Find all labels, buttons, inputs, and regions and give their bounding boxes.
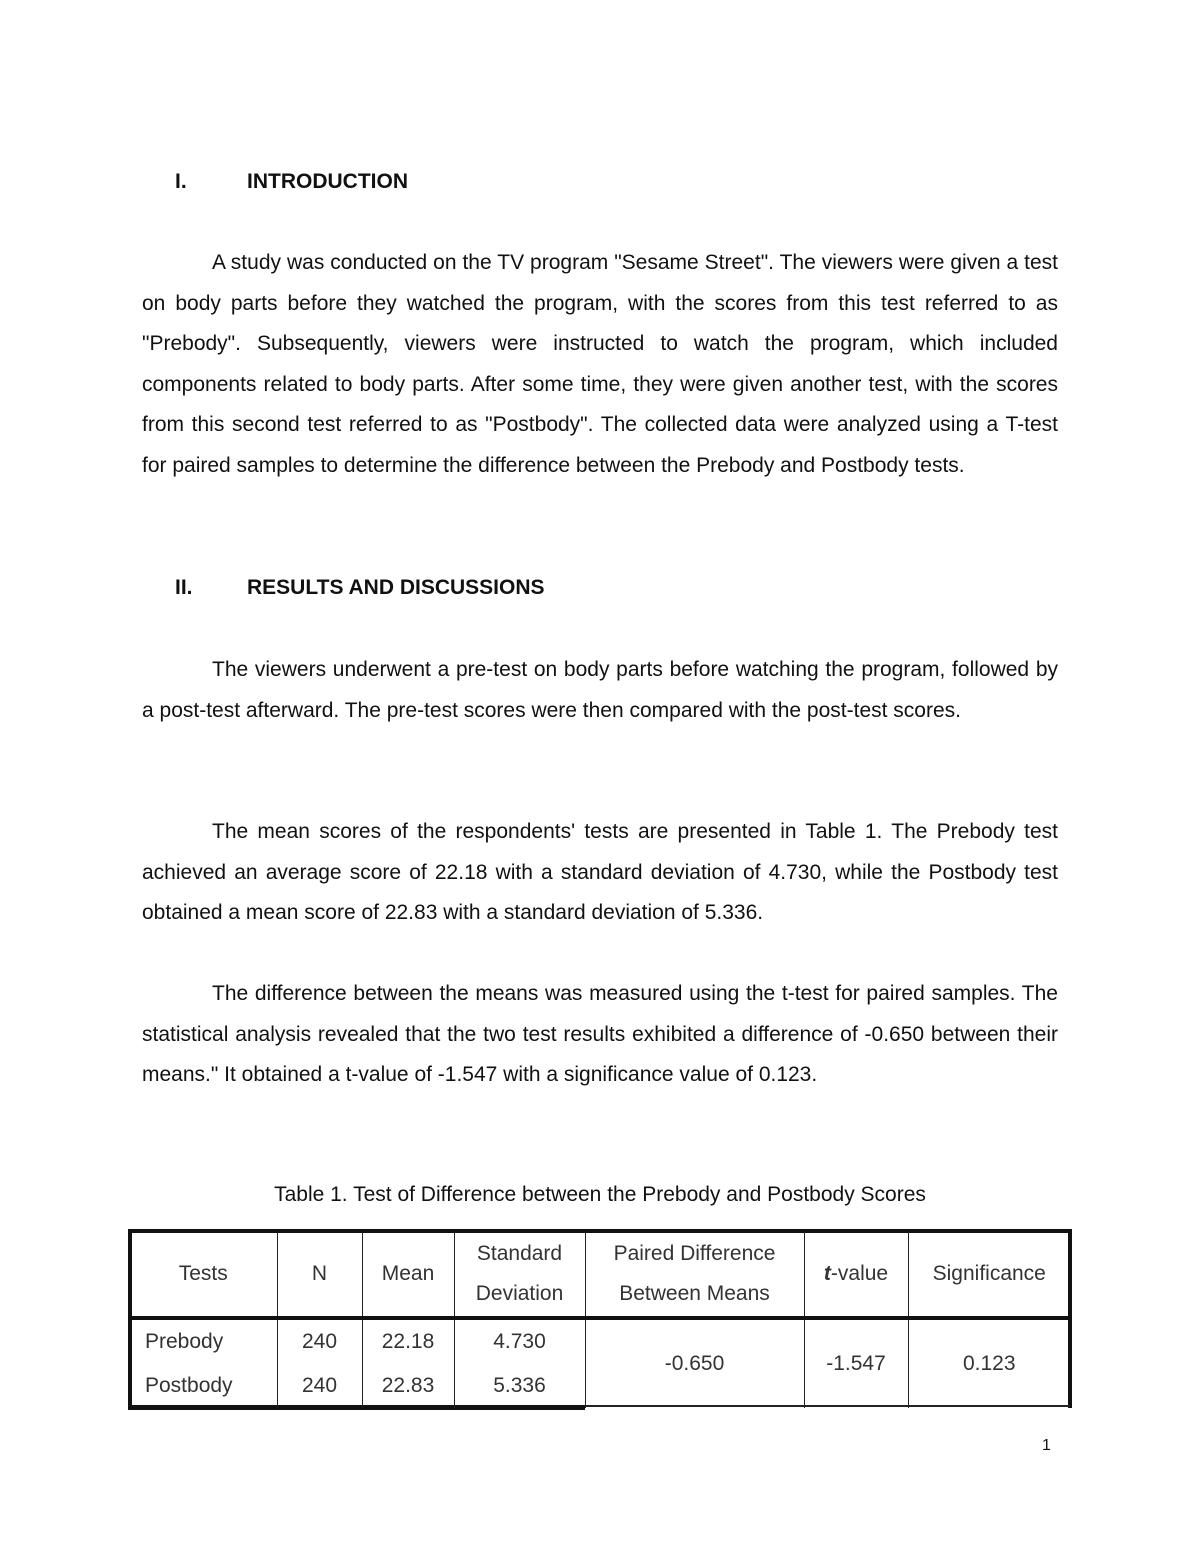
intro-paragraph — [142, 243, 1058, 487]
results-table — [130, 1232, 1070, 1408]
table-row — [130, 1318, 1070, 1364]
cell-mean: 22.18 — [362, 1318, 454, 1364]
cell-test: Prebody — [145, 1330, 224, 1353]
cell-n: 240 — [277, 1364, 362, 1408]
header-text: Deviation — [475, 1282, 564, 1305]
header-paired-difference — [585, 1232, 804, 1318]
paragraph-text: A study was conducted on the TV program "Sesame Street". The viewers were given a test on body parts before they watched the program, with the scores from this test referred to as "Prebody". Subsequently, viewers were instructed to watch the program, which included components related to body parts. After some time, they were given another test, with the scores from this second test referred to as "Postbody". The collected data were analyzed using a T-test for paired samples to determine the difference between the Prebody and Postbody tests. — [142, 251, 1058, 477]
section-number: I. — [175, 170, 187, 193]
cell-t-value: -1.547 — [804, 1318, 908, 1408]
header-significance: Significance — [908, 1232, 1070, 1318]
header-text: t — [823, 1262, 831, 1285]
header-mean: Mean — [362, 1232, 454, 1318]
cell-significance: 0.123 — [908, 1318, 1070, 1408]
header-text: Between Means — [619, 1282, 770, 1305]
header-text: -value — [830, 1262, 889, 1285]
header-n: N — [277, 1232, 362, 1318]
cell-paired-difference: -0.650 — [585, 1318, 804, 1408]
header-t-value — [804, 1232, 908, 1318]
header-tests: Tests — [130, 1232, 277, 1318]
cell-test: Postbody — [145, 1374, 233, 1397]
section-heading-results — [175, 576, 545, 600]
results-paragraph-1 — [142, 650, 1058, 731]
table-header-row — [130, 1232, 1070, 1318]
results-paragraph-2 — [142, 812, 1058, 934]
section-number: II. — [175, 576, 193, 599]
header-sd — [454, 1232, 585, 1318]
header-text: Standard — [476, 1242, 563, 1265]
results-paragraph-3 — [142, 974, 1058, 1096]
cell-mean: 22.83 — [362, 1364, 454, 1408]
paragraph-text: The difference between the means was measured using the t-test for paired samples. The statistical analysis revealed that the two test results exhibited a difference of -0.650 between their means." It obtained a t-value of -1.547 with a significance value of 0.123. — [142, 982, 1058, 1087]
page-number: 1 — [1042, 1437, 1051, 1454]
cell-n: 240 — [277, 1318, 362, 1364]
section-title: INTRODUCTION — [247, 170, 408, 193]
paragraph-text: The viewers underwent a pre-test on body parts before watching the program, followed by a post-test afterward. The pre-test scores were then compared with the post-test scores. — [142, 658, 1058, 722]
section-heading-introduction — [175, 170, 408, 194]
cell-sd: 4.730 — [454, 1318, 585, 1364]
cell-sd: 5.336 — [454, 1364, 585, 1408]
header-text: Paired Difference — [613, 1242, 776, 1265]
paragraph-text: The mean scores of the respondents' tests are presented in Table 1. The Prebody test achieved an average score of 22.18 with a standard deviation of 4.730, while the Postbody test obtained a mean score of 22.83 with a standard deviation of 5.336. — [142, 820, 1058, 925]
section-title: RESULTS AND DISCUSSIONS — [247, 576, 545, 599]
table-caption: Table 1. Test of Difference between the Prebody and Postbody Scores — [274, 1183, 926, 1206]
